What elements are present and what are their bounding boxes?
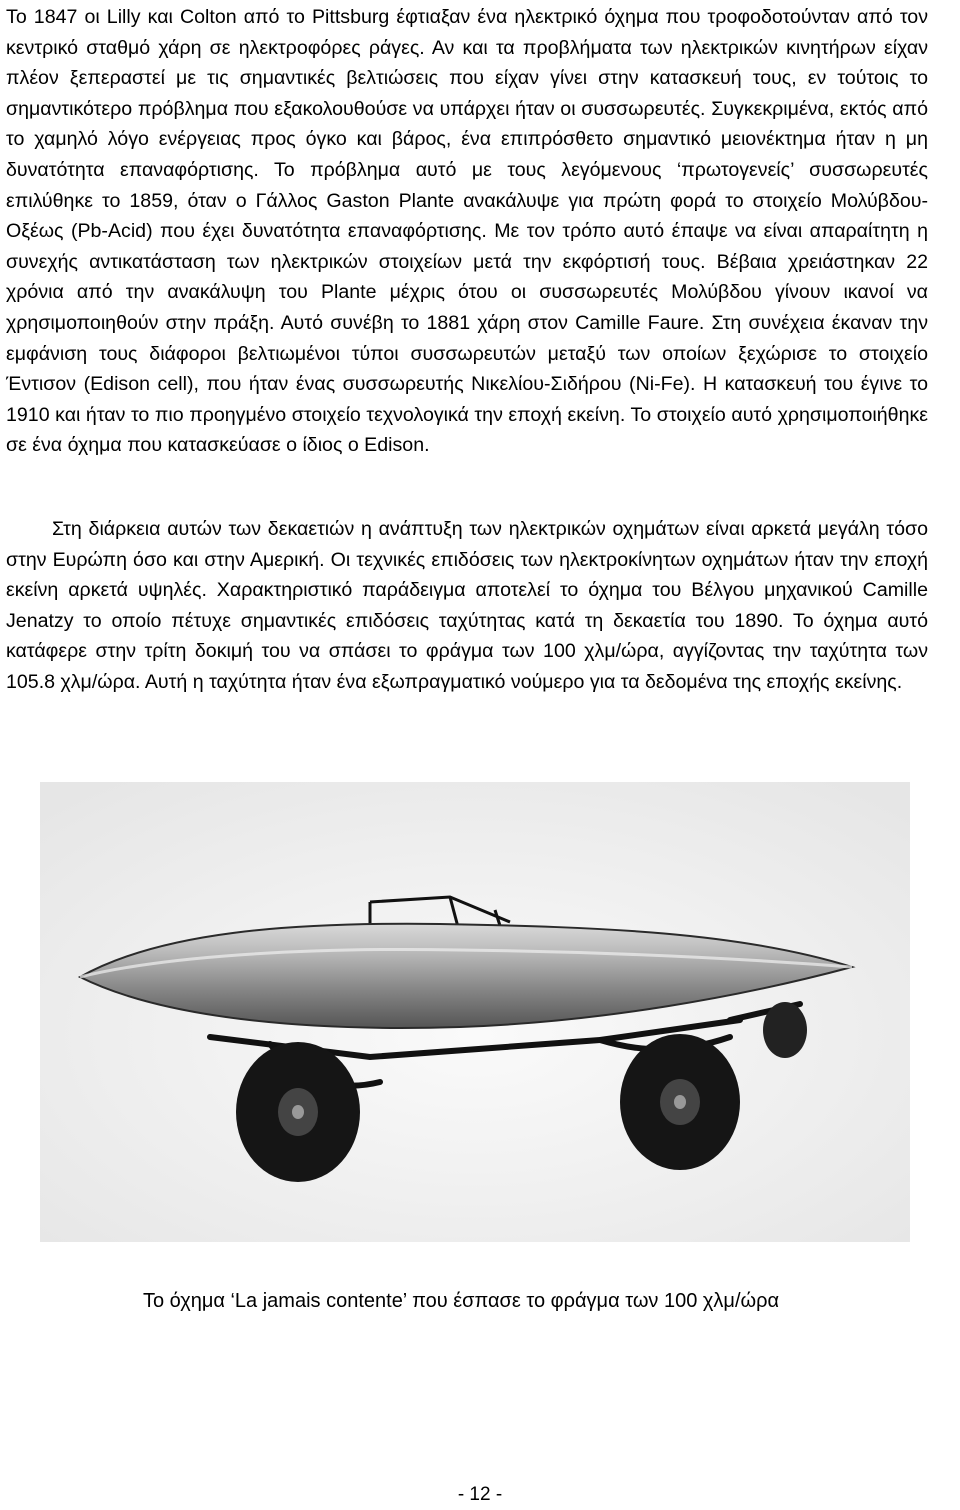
vehicle-photo: [40, 782, 910, 1242]
page-number: - 12 -: [457, 1484, 503, 1505]
figure-caption: Το όχημα ‘La jamais contente’ που έσπασε το φράγμα των 100 χλμ/ώρα: [142, 1290, 780, 1312]
body-paragraph-1: Το 1847 οι Lilly και Colton από το Pittsburg έφτιαξαν ένα ηλεκτρικό όχημα που τροφοδοτούνταν από τον κεντρικό σταθμό χάρη σε ηλεκτροφόρες ράγες. Αν και τα προβλήματα των ηλεκτρικών κινητήρων είχαν πλέον ξεπεραστεί με τις σημαντικές βελτιώσεις που είχαν γίνει στην κατασκευή τους, εν τούτοις το σημαντικότερο πρόβλημα που εξακολουθούσε να υπάρχει ήταν οι συσσωρευτές. Συγκεκριμένα, εκτός από το χαμηλό λόγο ενέργειας προς όγκο και βάρος, ένα επιπρόσθετο σημαντικό μειονέκτημα ήταν η μη δυνατότητα επαναφόρτισης. Το πρόβλημα αυτό με τους λεγόμενους ‘πρωτογενείς’ συσσωρευτές επιλύθηκε το 1859, όταν ο Γάλλος Gaston Plante ανακάλυψε για πρώτη φορά το στοιχείο Μολύβδου-Οξέως (Pb-Acid) που έχει δυνατότητα επαναφόρτισης. Με τον τρόπο αυτό έπαψε να είναι απαραίτητη η συνεχής αντικατάσταση των ηλεκτρικών στοιχείων μετά την εκφόρτισή τους. Βέβαια χρειάστηκαν 22 χρόνια από την ανακάλυψη του Plante μέχρις ότου οι συσσωρευτές Μολύβδου γίνουν ικανοί να χρησιμοποιηθούν στην πράξη. Αυτό συνέβη το 1881 χάρη στον Camille Faure. Στη συνέχεια έκαναν την εμφάνιση τους διάφοροι βελτιωμένοι τύποι συσσωρευτών μεταξύ των οποίων ξεχώρισε το στοιχείο Έντισον (Edison cell), που ήταν ένας συσσωρευτής Νικελίου-Σιδήρου (Ni-Fe). Η κατασκευή του έγινε το 1910 και ήταν το πιο προηγμένο στοιχείο τεχνολογικά την εποχή εκείνη. Το στοιχείο αυτό χρησιμοποιήθηκε σε ένα όχημα που κατασκεύασε ο ίδιος ο Edison.: [6, 6, 928, 457]
front-wheel: [620, 1034, 740, 1170]
body-paragraph-2: Στη διάρκεια αυτών των δεκαετιών η ανάπτυξη των ηλεκτρικών οχημάτων είναι αρκετά μεγάλη τόσο στην Ευρώπη όσο και στην Αμερική. Οι τεχνικές επιδόσεις των ηλεκτροκίνητων οχημάτων ήταν την εποχή εκείνη αρκετά υψηλές. Χαρακτηριστικό παράδειγμα αποτελεί το όχημα του Βέλγου μηχανικού Camille Jenatzy το οποίο πέτυχε σημαντικές επιδόσεις ταχύτητας κατά τη δεκαετία του 1890. Το όχημα αυτό κατάφερε στην τρίτη δοκιμή του να σπάσει το φράγμα των 100 χλμ/ώρα, αγγίζοντας την ταχύτητα των 105.8 χλμ/ώρα. Αυτή η ταχύτητα ήταν ένα εξωπραγματικό νούμερο για τα δεδομένα της εποχής εκείνης.: [6, 518, 928, 693]
rear-wheel: [236, 1042, 360, 1182]
